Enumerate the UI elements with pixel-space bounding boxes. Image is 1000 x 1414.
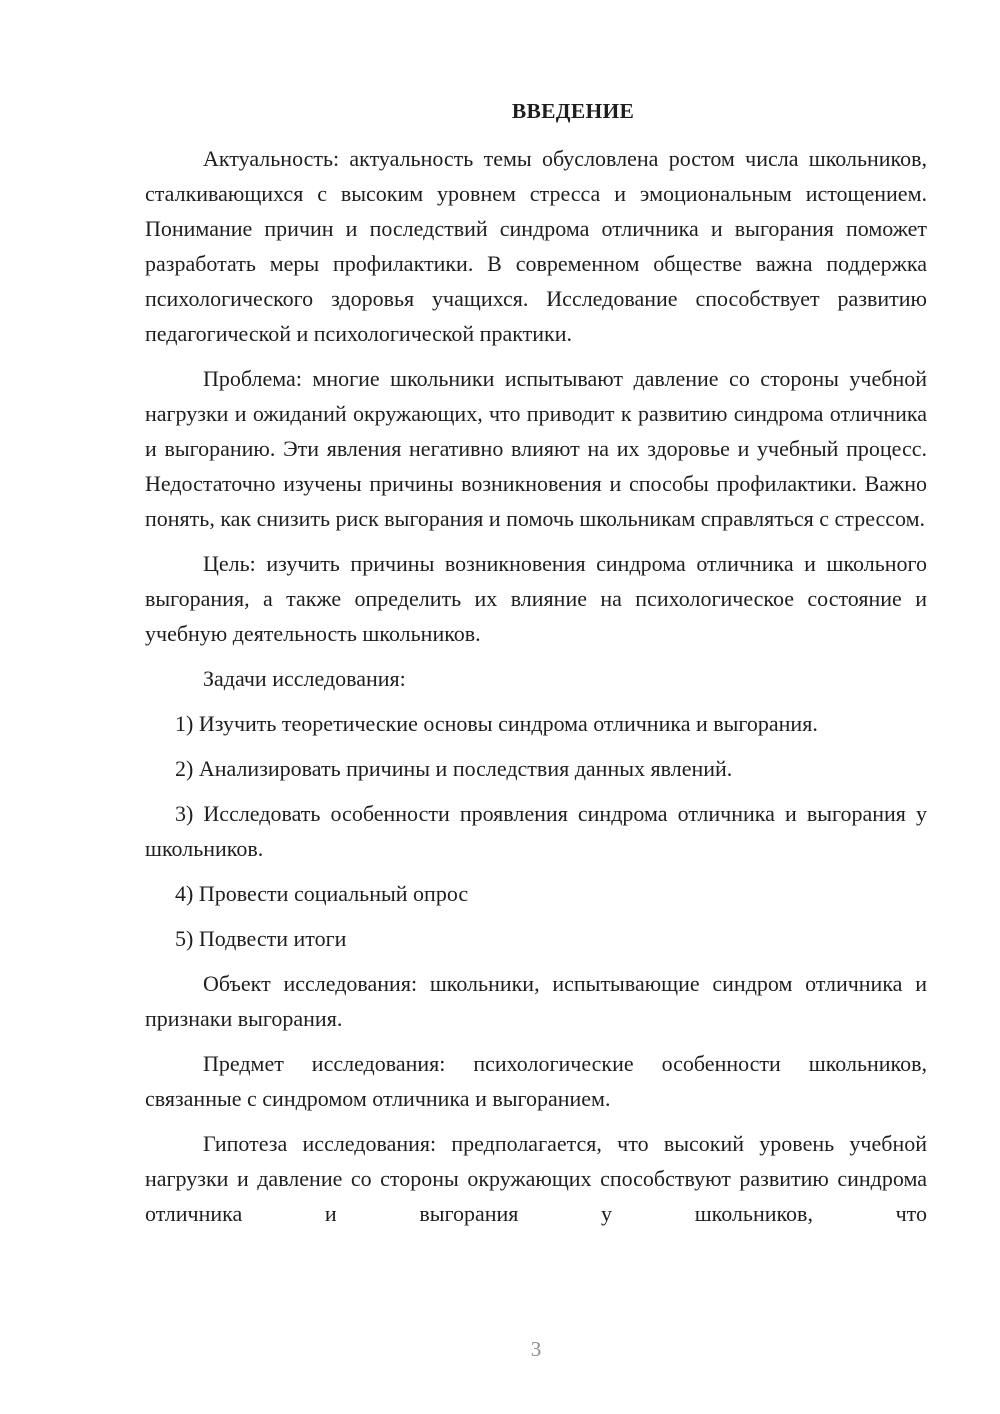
- subject-paragraph: Предмет исследования: психологические особенности школьников, связанные с синдромом отличника и выгоранием.: [145, 1051, 927, 1111]
- hypothesis-paragraph: Гипотеза исследования: предполагается, что высокий уровень учебной нагрузки и давление со стороны окружающих способствуют развитию синдрома отличника и выгорания у школьников, что: [145, 1131, 927, 1226]
- problem-paragraph: Проблема: многие школьники испытывают давление со стороны учебной нагрузки и ожиданий окружающих, что приводит к развитию синдрома отличника и выгоранию. Эти явления негативно влияют на их здоровье и учебный процесс. Недостаточно изучены причины возникновения и способы профилактики. Важно понять, как снизить риск выгорания и помочь школьникам справляться с стрессом.: [145, 366, 927, 531]
- tasks-heading: Задачи исследования:: [203, 666, 406, 691]
- relevance-paragraph: Актуальность: актуальность темы обусловлена ростом числа школьников, сталкивающихся с высоким уровнем стресса и эмоциональным истощением. Понимание причин и последствий синдрома отличника и выгорания поможет разработать меры профилактики. В современном обществе важна поддержка психологического здоровья учащихся. Исследование способствует развитию педагогической и психологической практики.: [145, 146, 927, 346]
- page-number: 3: [530, 1337, 542, 1361]
- task-item-4: 4) Провести социальный опрос: [175, 881, 469, 906]
- object-paragraph: Объект исследования: школьники, испытывающие синдром отличника и признаки выгорания.: [145, 971, 927, 1031]
- section-title: ВВЕДЕНИЕ: [511, 99, 635, 123]
- task-item-3: 3) Исследовать особенности проявления синдрома отличника и выгорания у школьников.: [145, 801, 927, 861]
- task-item-1: 1) Изучить теоретические основы синдрома отличника и выгорания.: [175, 711, 818, 736]
- goal-paragraph: Цель: изучить причины возникновения синдрома отличника и школьного выгорания, а также определить их влияние на психологическое состояние и учебную деятельность школьников.: [145, 551, 927, 646]
- task-item-5: 5) Подвести итоги: [175, 926, 347, 951]
- task-item-2: 2) Анализировать причины и последствия данных явлений.: [175, 756, 733, 781]
- page-content: [145, 94, 927, 1241]
